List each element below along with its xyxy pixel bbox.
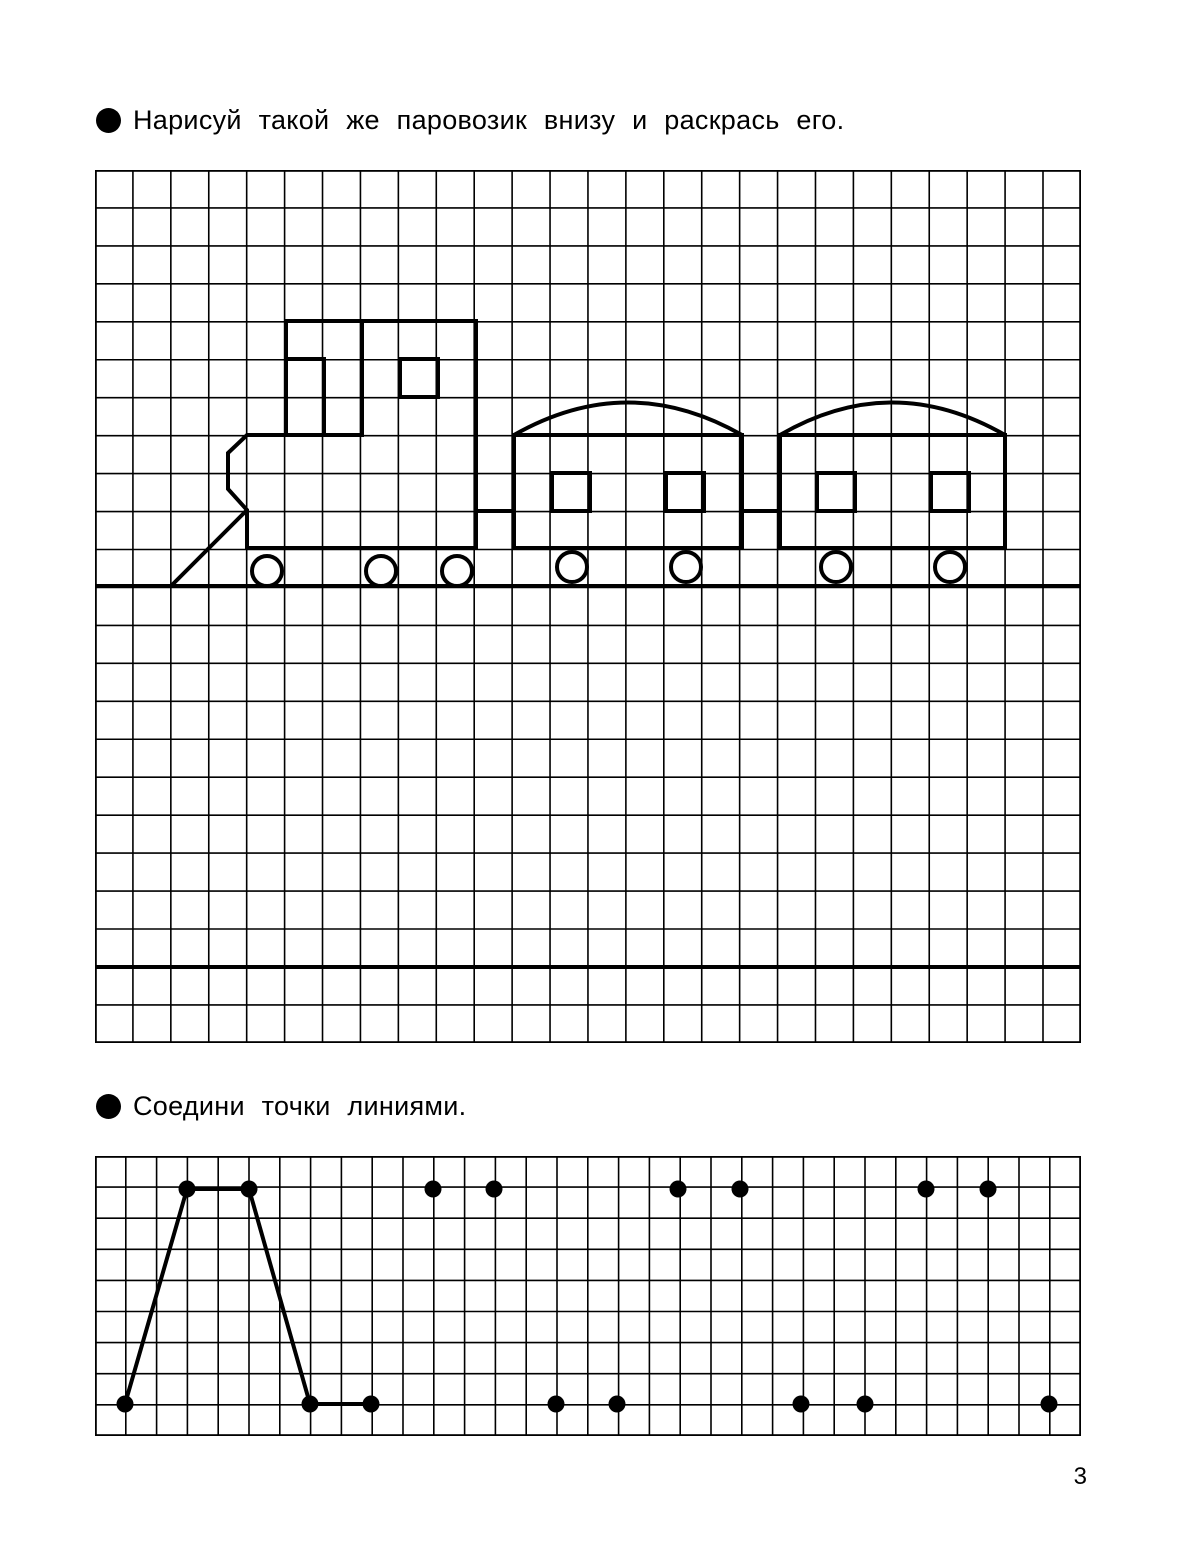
- wheel: [557, 552, 587, 582]
- connect-dots-grid: [95, 1156, 1081, 1436]
- locomotive: [171, 321, 476, 586]
- dot: [486, 1181, 503, 1198]
- bullet-icon: [96, 108, 121, 133]
- wheel: [442, 556, 472, 586]
- wagon-roof: [514, 403, 742, 436]
- dot: [117, 1396, 134, 1413]
- task-1-instruction: [96, 107, 844, 134]
- dot: [918, 1181, 935, 1198]
- sample-zigzag-line: [125, 1189, 371, 1404]
- dot: [1041, 1396, 1058, 1413]
- cab-window: [400, 359, 438, 397]
- task-1-text: Нарисуй такой же паровозик внизу и раскрась его.: [133, 105, 845, 135]
- grid-lines: [95, 170, 1081, 1043]
- wagon-1: [514, 403, 742, 583]
- dot: [980, 1181, 997, 1198]
- wheel: [935, 552, 965, 582]
- dot: [857, 1396, 874, 1413]
- page-number: 3: [1073, 1463, 1087, 1490]
- dot: [548, 1396, 565, 1413]
- wagon-window: [817, 473, 855, 511]
- grid-lines: [95, 1156, 1081, 1436]
- dot: [609, 1396, 626, 1413]
- dot: [179, 1181, 196, 1198]
- dot: [302, 1396, 319, 1413]
- wagon-2: [780, 403, 1005, 583]
- wheel: [366, 556, 396, 586]
- task-2-text: Соедини точки линиями.: [133, 1091, 467, 1121]
- wheel: [821, 552, 851, 582]
- dot: [425, 1181, 442, 1198]
- dot: [670, 1181, 687, 1198]
- task-2-instruction: [96, 1093, 466, 1120]
- dot: [793, 1396, 810, 1413]
- wagon-window: [931, 473, 969, 511]
- wheel: [671, 552, 701, 582]
- wagon-window: [666, 473, 704, 511]
- wheel: [252, 556, 282, 586]
- dot: [363, 1396, 380, 1413]
- wagon-roof: [780, 403, 1005, 436]
- dot: [732, 1181, 749, 1198]
- dot: [241, 1181, 258, 1198]
- wagon-window: [552, 473, 590, 511]
- bullet-icon: [96, 1094, 121, 1119]
- train-drawing-grid: [95, 170, 1081, 1043]
